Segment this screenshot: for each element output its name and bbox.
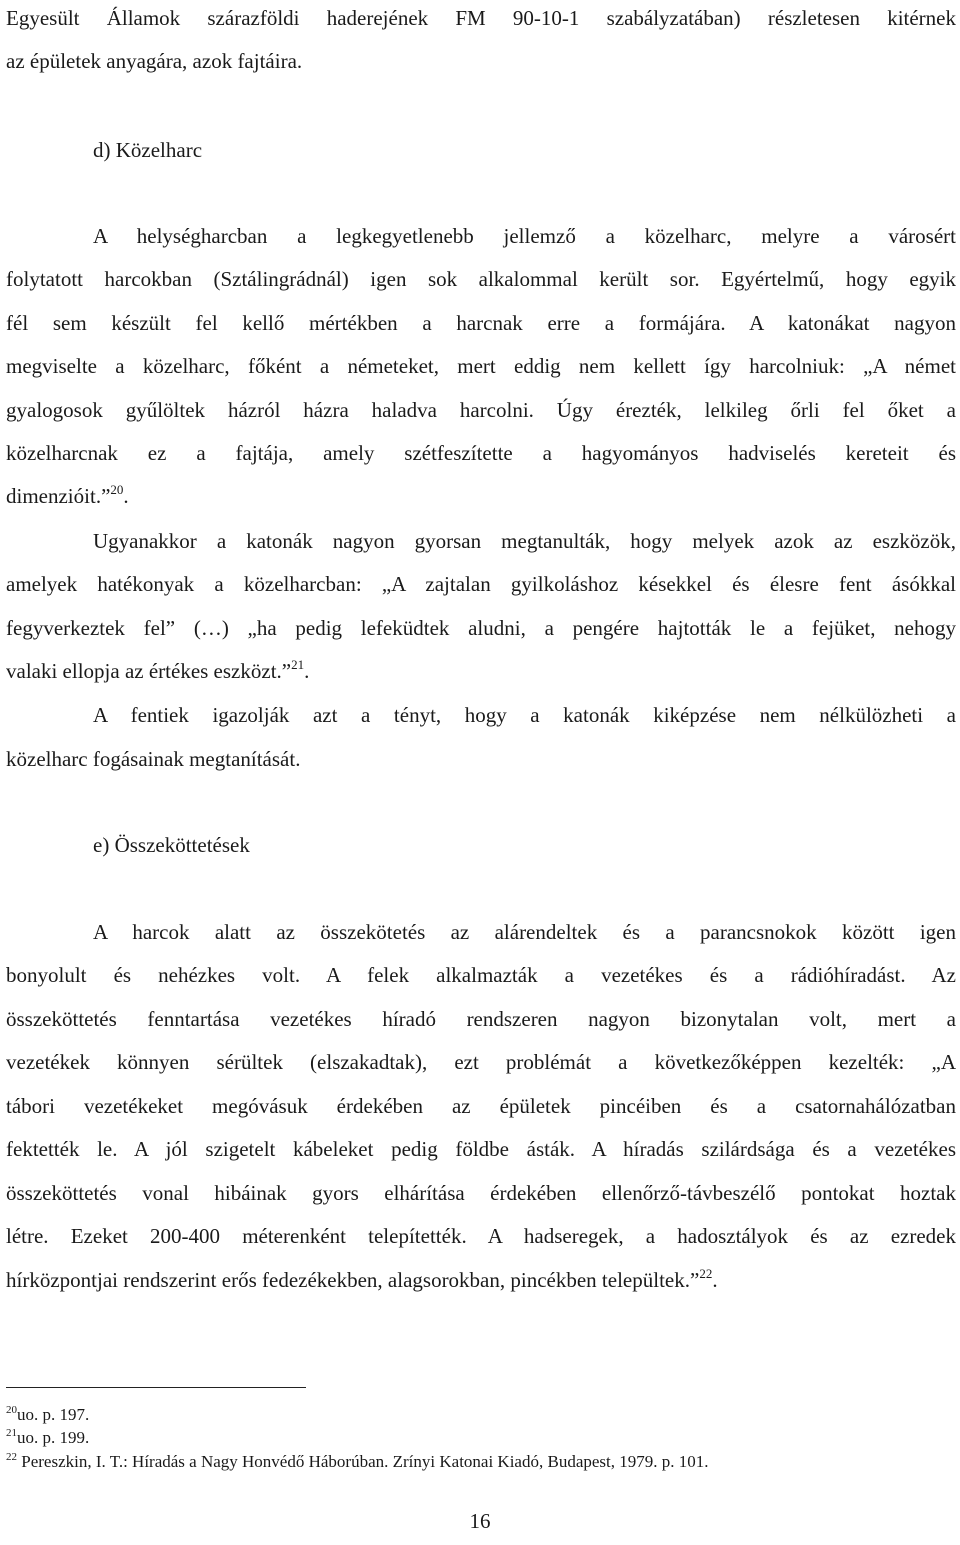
body-text: .: [304, 659, 310, 683]
footnote-reference[interactable]: 22: [699, 1266, 713, 1281]
body-text-line: fegyverkeztek fel” (…) „ha pedig lefeküdtek aludni, a pengére hajtották le a fejüket, nehogy: [6, 616, 956, 640]
body-text-line: megviselte a közelharc, főként a németeket, mert eddig nem kellett így harcolniuk: „A német: [6, 354, 956, 378]
footnote: [6, 1404, 89, 1426]
body-text-line: összeköttetés fenntartása vezetékes híradó rendszeren nagyon bizonytalan volt, mert a: [6, 1007, 956, 1031]
body-text-line: az épületek anyagára, azok fajtáira.: [6, 49, 303, 73]
body-text-line: Ugyanakkor a katonák nagyon gyorsan megtanulták, hogy melyek azok az eszközök,: [93, 529, 956, 553]
body-text-line: összeköttetés vonal hibáinak gyors elhárítása érdekében ellenőrző-távbeszélő pontokat hoztak: [6, 1181, 956, 1205]
page-number: 16: [469, 1509, 491, 1533]
body-text: valaki ellopja az értékes eszközt.”: [6, 659, 292, 683]
body-text-line: bonyolult és nehézkes volt. A felek alkalmazták a vezetékes és a rádióhíradást. Az: [6, 963, 956, 987]
footnote-reference[interactable]: 20: [110, 482, 124, 497]
body-text-line: A helységharcban a legkegyetlenebb jellemző a közelharc, melyre a városért: [93, 224, 956, 248]
body-text-line: közelharcnak ez a fajtája, amely szétfeszítette a hagyományos hadviselés kereteit és: [6, 441, 956, 465]
body-text-line: [6, 1266, 956, 1294]
footnote-number: 22: [6, 1451, 17, 1463]
body-text-line: [6, 657, 956, 685]
body-text-line: létre. Ezeket 200-400 méterenként telepítették. A hadseregek, a hadosztályok és az ezredek: [6, 1224, 956, 1248]
body-text-line: vezetékek könnyen sérültek (elszakadtak), ezt problémát a következőképpen kezelték: „A: [6, 1050, 956, 1074]
footnote: [6, 1427, 89, 1449]
body-text-line: fektették le. A jól szigetelt kábeleket pedig földbe ásták. A híradás szilárdsága és a vezetékes: [6, 1137, 956, 1161]
footnote-text: Pereszkin, I. T.: Híradás a Nagy Honvédő Háborúban. Zrínyi Katonai Kiadó, Budapest, 1979. p. 101.: [17, 1452, 709, 1471]
section-heading-kozelharc: d) Közelharc: [93, 138, 203, 162]
body-text-line: tábori vezetékeket megóvásuk érdekében az épületek pincéiben és a csatornahálózatban: [6, 1094, 956, 1118]
section-heading-osszekottetesek: e) Összeköttetések: [93, 833, 250, 857]
body-text: .: [712, 1268, 718, 1292]
footnote-reference[interactable]: 21: [291, 657, 305, 672]
body-text: dimenzióit.”: [6, 484, 111, 508]
body-text: .: [123, 484, 129, 508]
body-text-line: folytatott harcokban (Sztálingrádnál) igen sok alkalommal került sor. Egyértelmű, hogy egyik: [6, 267, 956, 291]
footnote: [6, 1451, 709, 1473]
footnote-text: uo. p. 197.: [17, 1405, 90, 1424]
footnote-text: uo. p. 199.: [17, 1428, 90, 1447]
footnote-number: 21: [6, 1427, 17, 1439]
body-text-line: [6, 482, 956, 510]
body-text-line: Egyesült Államok szárazföldi haderejének FM 90-10-1 szabályzatában) részletesen kitérnek: [6, 6, 956, 30]
body-text: hírközpontjai rendszerint erős fedezékekben, alagsorokban, pincékben települtek.”: [6, 1268, 700, 1292]
footnote-number: 20: [6, 1404, 17, 1416]
body-text-line: A harcok alatt az összekötetés az alárendeltek és a parancsnokok között igen: [93, 920, 956, 944]
body-text-line: gyalogosok gyűlöltek házról házra haladva harcolni. Úgy érezték, lelkileg őrli fel őket a: [6, 398, 956, 422]
body-text-line: amelyek hatékonyak a közelharcban: „A zajtalan gyilkoláshoz késekkel és élesre fent ásókkal: [6, 572, 956, 596]
body-text-line: fél sem készült fel kellő mértékben a harcnak erre a formájára. A katonákat nagyon: [6, 311, 956, 335]
body-text-line: A fentiek igazolják azt a tényt, hogy a katonák kiképzése nem nélkülözheti a: [93, 703, 956, 727]
footnote-separator: [6, 1387, 306, 1388]
body-text-line: közelharc fogásainak megtanítását.: [6, 747, 301, 771]
